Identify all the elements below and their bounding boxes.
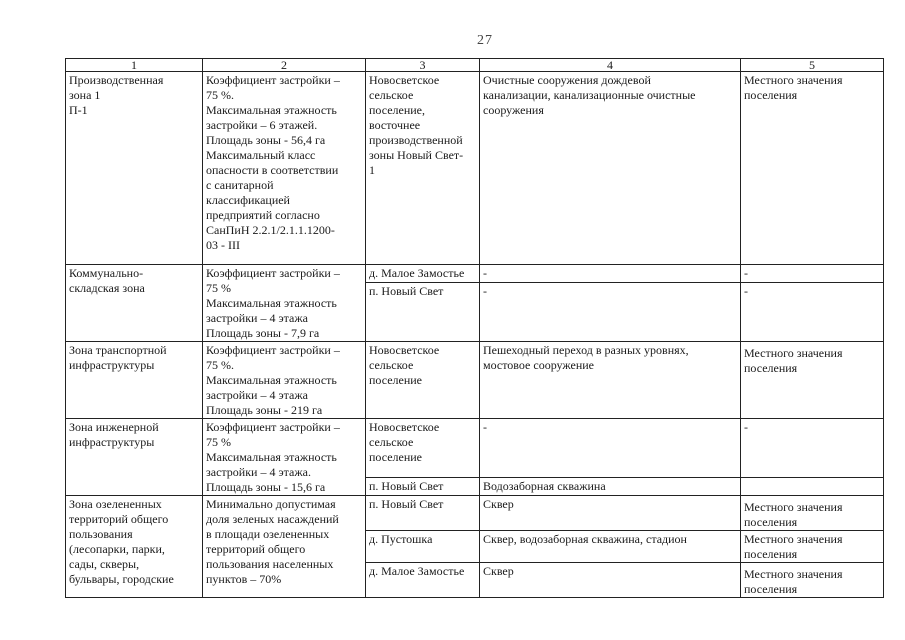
zone-name: Зона озелененных территорий общего пользования (лесопарки, парки, сады, скверы, бульвары, городские [69, 497, 174, 586]
zone-params: Коэффициент застройки – 75 %. Максимальная этажность застройки – 4 этажа Площадь зоны - 219 га [206, 343, 340, 417]
column-header-3: 3 [366, 59, 480, 72]
column-header-2: 2 [203, 59, 366, 72]
zone-params-cell [203, 72, 366, 265]
zone-params-cell [203, 342, 366, 419]
significance: Местного значения поселения [744, 532, 843, 561]
zone-params-cell [203, 265, 366, 342]
table-row [66, 419, 884, 478]
objects-cell [480, 265, 741, 283]
zone-name: Коммунально- складская зона [69, 266, 145, 295]
location: п. Новый Свет [369, 479, 444, 494]
page-number: 27 [477, 33, 493, 48]
significance-cell [741, 419, 884, 478]
significance: - [744, 420, 748, 434]
location: п. Новый Свет [369, 497, 444, 511]
column-header-5: 5 [741, 59, 884, 72]
location-cell [366, 342, 480, 419]
significance: Местного значения поселения [744, 346, 843, 375]
zone-name: Зона инженерной инфраструктуры [69, 420, 159, 449]
zone-params-cell [203, 496, 366, 598]
zone-params: Коэффициент застройки – 75 % Максимальная этажность застройки – 4 этажа Площадь зоны - 7,9 га [206, 266, 340, 340]
location: д. Малое Замостье [369, 266, 465, 280]
location-cell [366, 531, 480, 563]
zone-name-cell [66, 72, 203, 265]
objects-cell [480, 478, 741, 496]
significance: - [744, 283, 748, 298]
zone-name-cell [66, 265, 203, 342]
zone-params: Коэффициент застройки – 75 % Максимальная этажность застройки – 4 этажа. Площадь зоны - 15,6 га [206, 420, 340, 494]
zoning-table [65, 58, 884, 598]
objects: Пешеходный переход в разных уровнях, мостовое сооружение [483, 343, 689, 372]
significance-cell [741, 342, 884, 419]
location: д. Пустошка [369, 532, 433, 546]
table-row [66, 72, 884, 265]
location-cell [366, 72, 480, 265]
zone-name: Производственная зона 1 П-1 [69, 73, 164, 117]
table-header [66, 59, 884, 72]
location-cell [366, 265, 480, 283]
significance: Местного значения поселения [744, 567, 843, 596]
objects: Сквер [483, 497, 514, 511]
table-body [66, 72, 884, 598]
objects-cell [480, 282, 741, 341]
zone-name-cell [66, 496, 203, 598]
significance-cell [741, 265, 884, 283]
objects-cell [480, 342, 741, 419]
column-header-1: 1 [66, 59, 203, 72]
zone-params: Минимально допустимая доля зеленых насаждений в площади озелененных территорий общего пользования населенных пунктов – 70% [206, 497, 339, 586]
objects: - [483, 420, 487, 434]
objects: Водозаборная скважина [483, 479, 606, 494]
significance-cell [741, 563, 884, 598]
objects-cell [480, 496, 741, 531]
location-cell [366, 282, 480, 341]
significance: Местного значения поселения [744, 73, 843, 102]
significance-cell [741, 496, 884, 531]
objects: Очистные сооружения дождевой канализации, канализационные очистные сооружения [483, 73, 696, 117]
location-cell [366, 563, 480, 598]
location: Новосветское сельское поселение, восточнее производственной зоны Новый Свет- 1 [369, 73, 464, 177]
zone-name-cell [66, 419, 203, 496]
zone-name-cell [66, 342, 203, 419]
location: п. Новый Свет [369, 283, 444, 298]
significance: Местного значения поселения [744, 500, 843, 529]
zone-params: Коэффициент застройки – 75 %. Максимальная этажность застройки – 6 этажей. Площадь зоны - 56,4 га Максимальный класс опасности в соответствии с санитарной классификацией предприятий согласно СанПиН 2.2.1/2.1.1.1200- 03 - III [206, 73, 340, 252]
location-cell [366, 496, 480, 531]
objects-cell [480, 72, 741, 265]
objects-cell [480, 419, 741, 478]
objects: - [483, 266, 487, 280]
objects-cell [480, 563, 741, 598]
location: Новосветское сельское поселение [369, 343, 440, 387]
zone-params-cell [203, 419, 366, 496]
table-row [66, 496, 884, 531]
objects: Сквер, водозаборная скважина, стадион [483, 532, 687, 546]
objects: - [483, 283, 487, 298]
zone-name: Зона транспортной инфраструктуры [69, 343, 167, 372]
table-row [66, 342, 884, 419]
objects: Сквер [483, 564, 514, 578]
significance: - [744, 266, 748, 280]
column-header-4: 4 [480, 59, 741, 72]
location: Новосветское сельское поселение [369, 420, 440, 464]
table-row [66, 265, 884, 283]
header-row [66, 59, 884, 72]
location-cell [366, 419, 480, 478]
significance-cell [741, 72, 884, 265]
objects-cell [480, 531, 741, 563]
significance-cell [741, 478, 884, 496]
significance-cell [741, 531, 884, 563]
significance-cell [741, 282, 884, 341]
location-cell [366, 478, 480, 496]
location: д. Малое Замостье [369, 564, 465, 578]
